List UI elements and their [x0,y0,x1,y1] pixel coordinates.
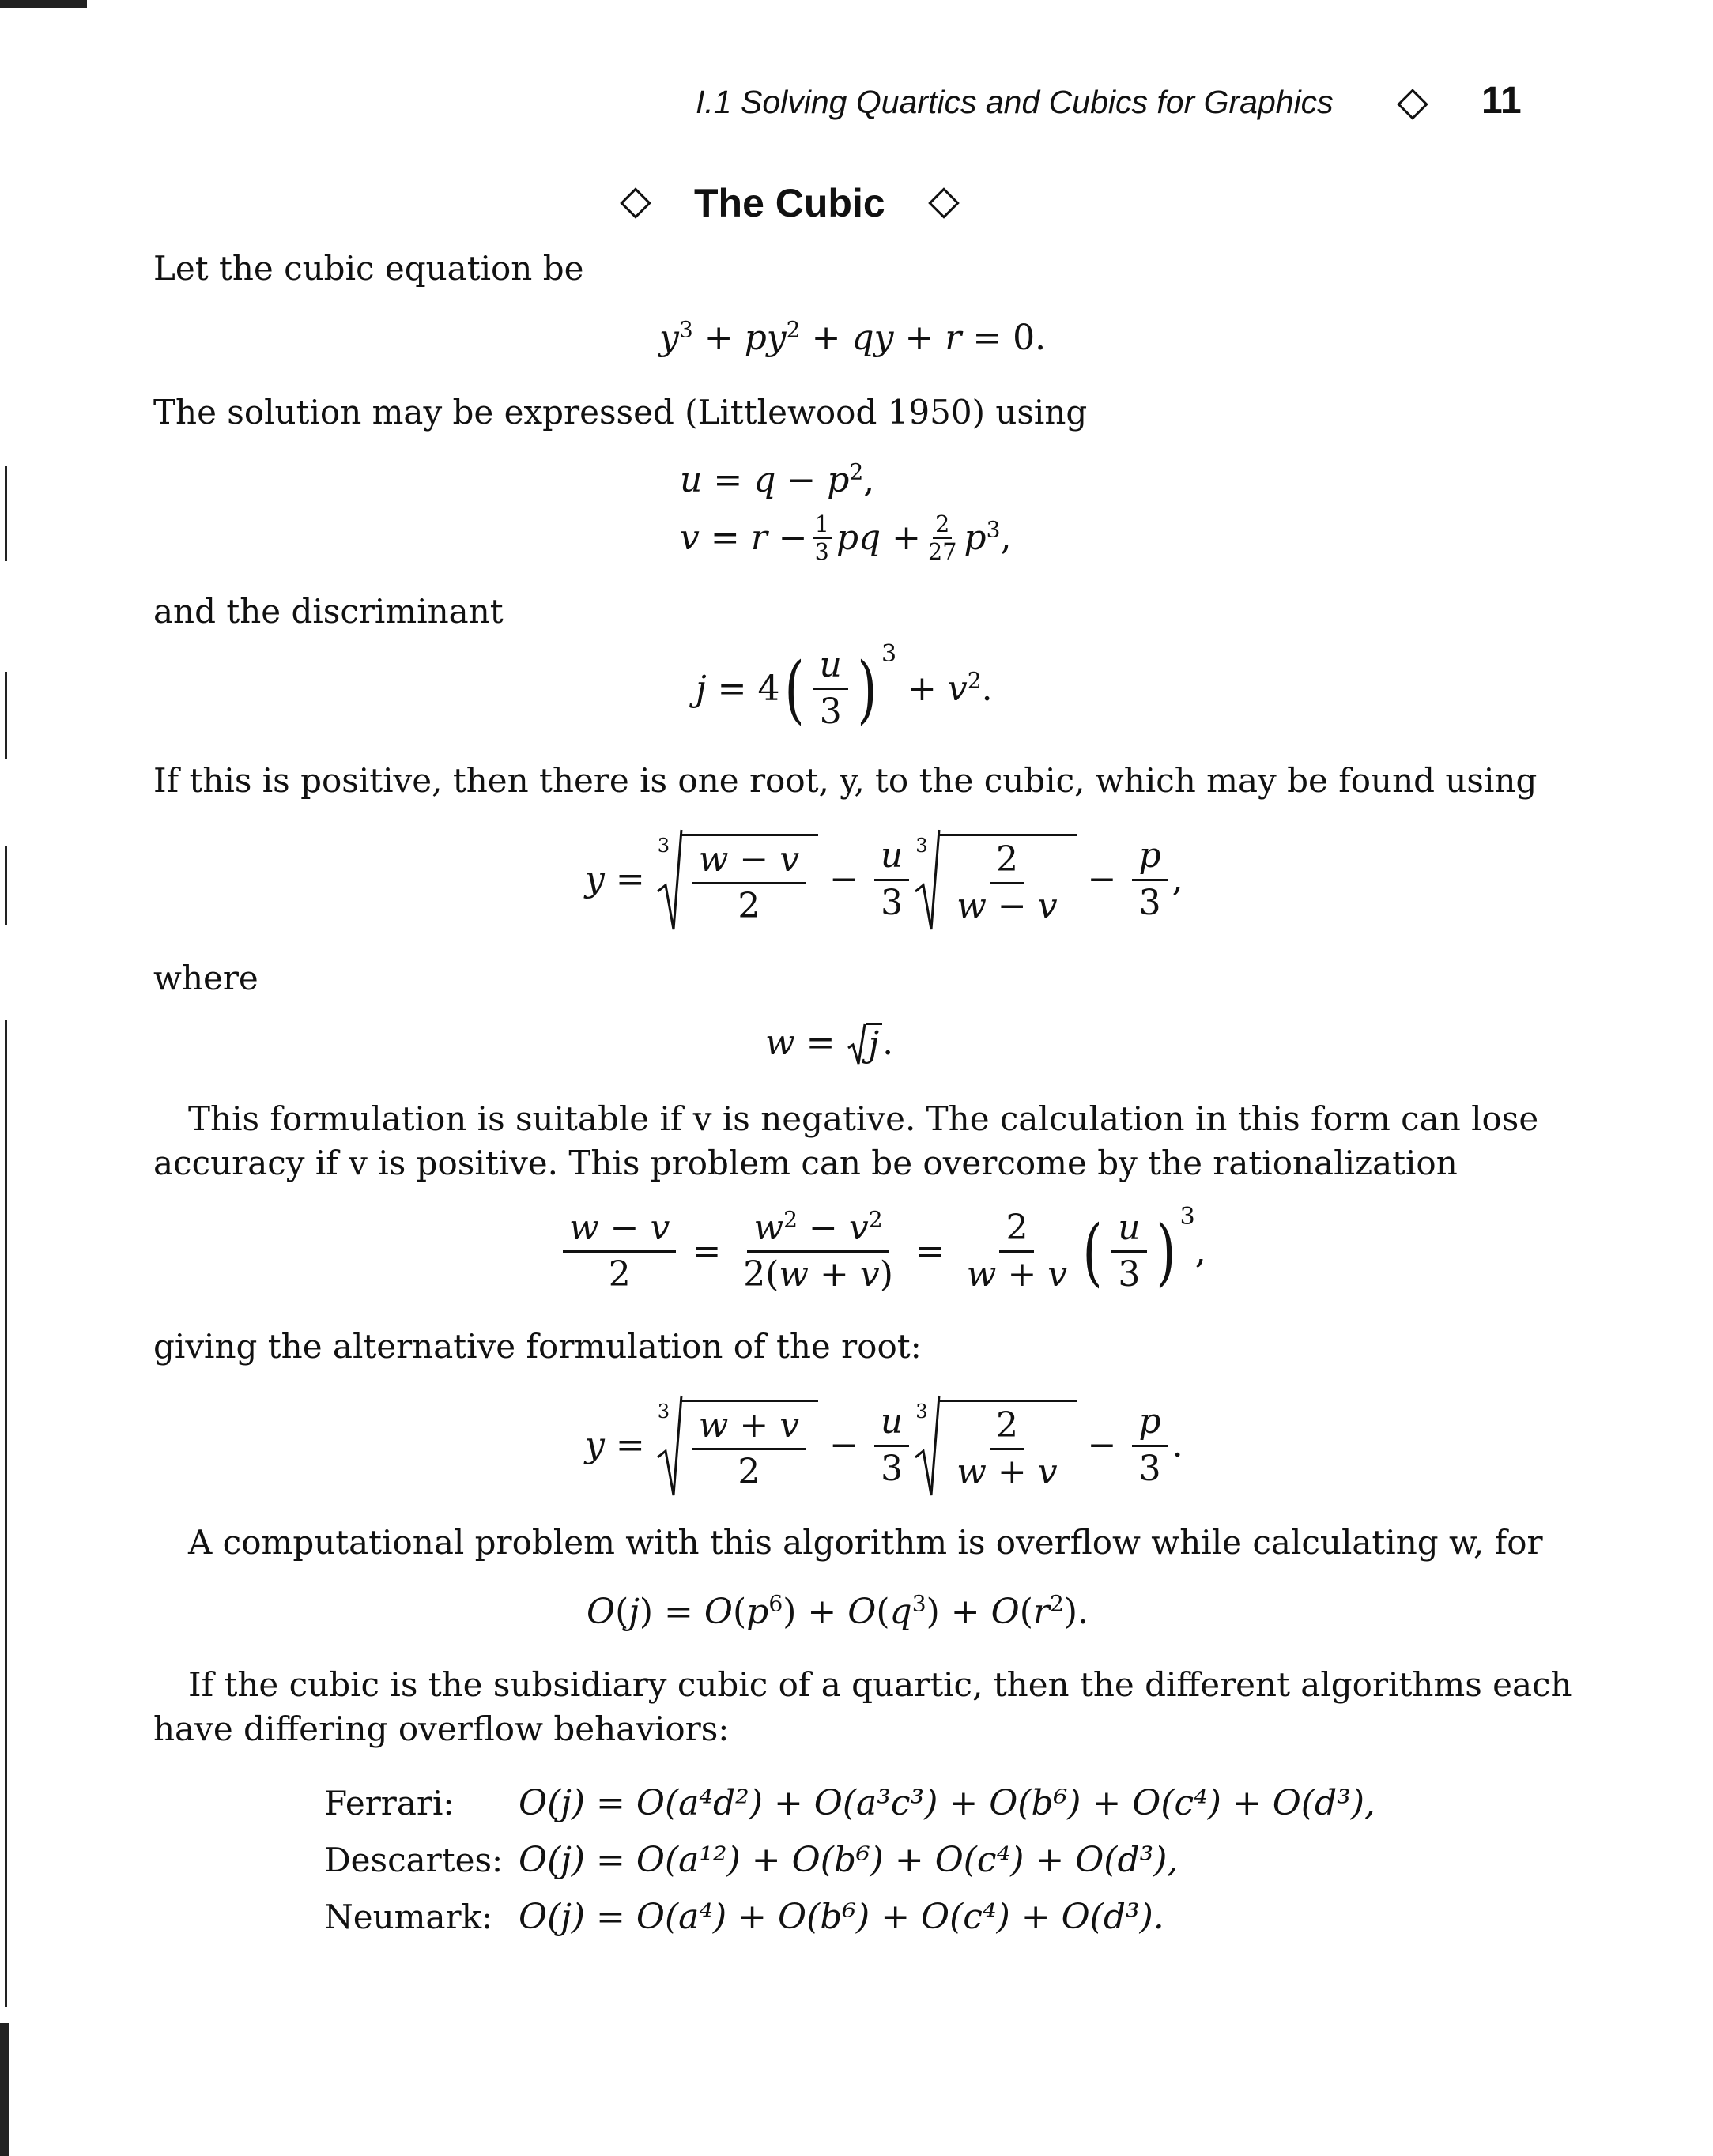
scan-edge-top [0,0,87,8]
method-label: Ferrari: [324,1784,455,1822]
paragraph: A computational problem with this algorithm is overflow while calculating w, for [188,1523,1543,1562]
paragraph: If this is positive, then there is one root, y, to the cubic, which may be found using [153,761,1538,800]
paragraph: Let the cubic equation be [153,249,584,288]
table-row [324,1832,1375,1889]
equation-overflow: $O(j) = O(p^6) + O(q^3) + O(r^2)$. [587,1590,1089,1632]
section-diamond-left-icon [620,187,651,219]
equation-rationalization: $\frac{w - v}{2}$ = $\frac{w^2 - v^2}{2(w + v)}$ = $\frac{2}{w + v}$ ( $\frac{u}{3}$ ) 3 , [558,1209,1206,1295]
scan-edge-left [0,2023,9,2156]
overflow-table [324,1775,1375,1946]
margin-rule-4 [5,1020,7,2007]
table-row [324,1889,1375,1946]
section-heading [624,180,955,226]
paragraph: If the cubic is the subsidiary cubic of a quartic, then the different algorithms each [188,1665,1572,1704]
equation-root-1: y = 3 $\frac{w - v}{2}$ − $\frac{u}{3}$ 3 $\frac{2}{w - v}$ − $\frac{p}{3}$ , [585,828,1183,931]
margin-rule-3 [5,846,7,925]
section-title: The Cubic [694,181,885,225]
paragraph: This formulation is suitable if v is negative. The calculation in this form can lose [188,1099,1539,1138]
equation-discriminant: j = 4 ( $\frac{u}{3}$ ) 3 + $v^2$. [696,639,993,733]
margin-rule-1 [5,466,7,561]
section-diamond-right-icon [928,187,960,219]
equation-v: v = r − $\frac{1}{3}$ pq + $\frac{2}{27}$ $p^3$, [680,511,1012,566]
method-label: Neumark: [324,1898,493,1936]
paragraph: where [153,959,258,997]
method-expression: O(j) = O(a⁴) + O(b⁶) + O(c⁴) + O(d³). [519,1897,1164,1937]
margin-rule-2 [5,672,7,759]
method-expression: O(j) = O(a¹²) + O(b⁶) + O(c⁴) + O(d³), [519,1840,1179,1880]
table-row [324,1775,1375,1832]
paragraph: accuracy if v is positive. This problem can be overcome by the rationalization [153,1144,1458,1182]
equation-w: w = j . [765,1023,894,1065]
running-header: I.1 Solving Quartics and Cubics for Graphics [696,84,1334,120]
paragraph: giving the alternative formulation of the root: [153,1327,922,1366]
equation-cubic: $y^3 + py^2$ + qy + r = 0. [659,316,1047,358]
paragraph: The solution may be expressed (Littlewood 1950) using [153,393,1088,432]
method-label: Descartes: [324,1841,504,1879]
method-expression: O(j) = O(a⁴d²) + O(a³c³) + O(b⁶) + O(c⁴) + O(d³), [519,1783,1375,1823]
equation-u: $u = q - p^2$, [680,458,875,500]
page-number: 11 [1481,80,1522,122]
paragraph: and the discriminant [153,592,504,631]
header-diamond-icon [1402,93,1424,119]
equation-root-2: y = 3 $\frac{w + v}{2}$ − $\frac{u}{3}$ 3 $\frac{2}{w + v}$ − $\frac{p}{3}$ . [585,1394,1183,1497]
paragraph: have differing overflow behaviors: [153,1709,730,1748]
